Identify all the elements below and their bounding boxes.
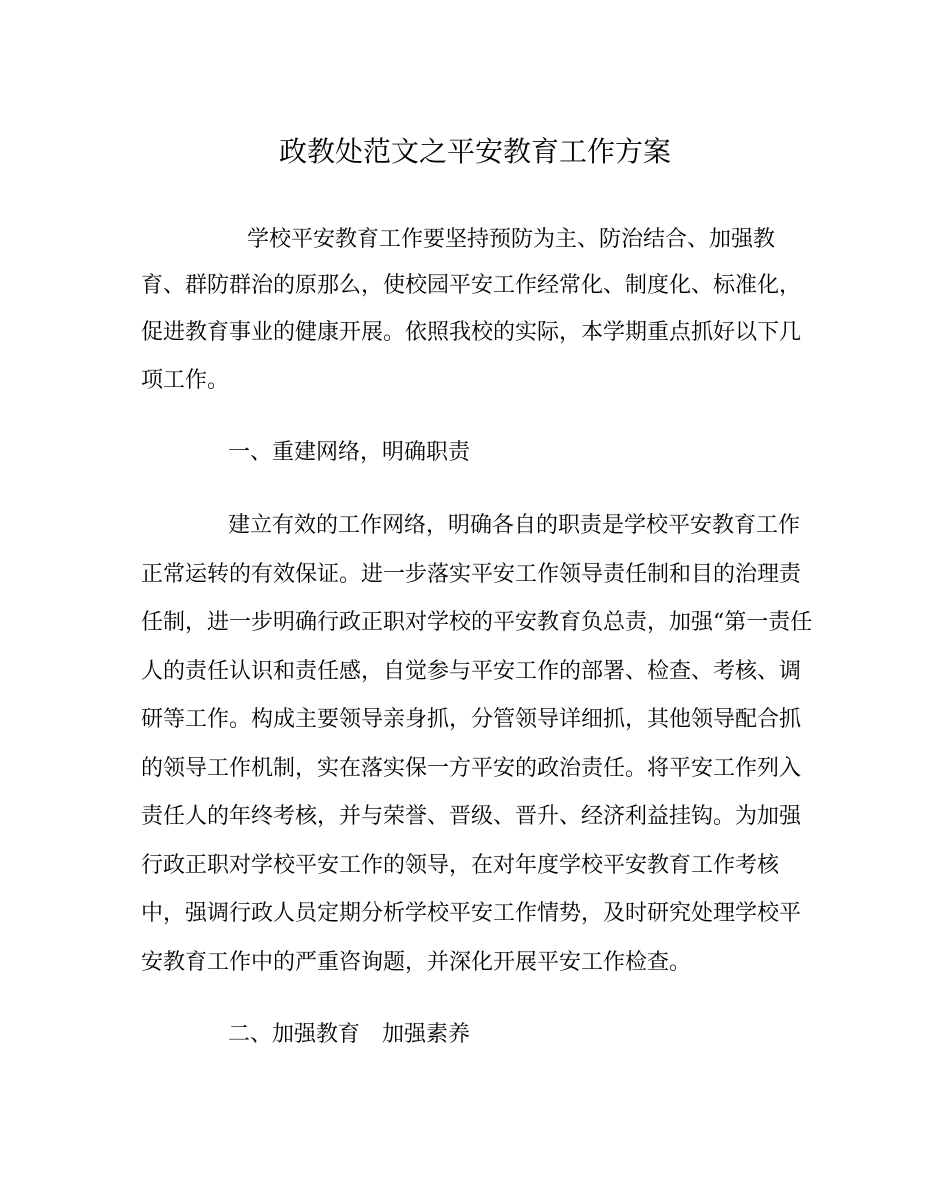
intro-line: 促进教育事业的健康开展。依照我校的实际，本学期重点抓好以下几 [141,320,802,345]
intro-line: 项工作。 [141,368,230,393]
section1-line: 中，强调行政人员定期分析学校平安工作情势，及时研究处理学校平 [141,901,802,926]
section1-line: 人的责任认识和责任感，自觉参与平安工作的部署、检查、考核、调 [141,659,802,684]
section1-line: 行政正职对学校平安工作的领导，在对年度学校平安教育工作考核 [141,853,780,878]
section1-line: 研等工作。构成主要领导亲身抓，分管领导详细抓，其他领导配合抓 [141,707,802,732]
section-heading-1: 一、重建网络，明确职责 [228,440,471,465]
document-title: 政教处范文之平安教育工作方案 [278,135,671,168]
section-heading-2: 二、加强教育 加强素养 [228,1022,471,1047]
section1-line: 的领导工作机制，实在落实保一方平安的政治责任。将平安工作列入 [141,756,802,781]
section1-line: 责任人的年终考核，并与荣誉、晋级、晋升、经济利益挂钩。为加强 [141,804,802,829]
section1-line: 建立有效的工作网络，明确各自的职责是学校平安教育工作 [228,513,801,538]
section1-line: 安教育工作中的严重咨询题，并深化开展平安工作检查。 [141,950,692,975]
section1-line: 任制，进一步明确行政正职对学校的平安教育负总责，加强“第一责任 [141,610,813,635]
section1-line: 正常运转的有效保证。进一步落实平安工作领导责任制和目的治理责 [141,562,802,587]
intro-line: 学校平安教育工作要坚持预防为主、防治结合、加强教 [247,227,776,252]
intro-line: 育、群防群治的原那么，使校园平安工作经常化、制度化、标准化， [141,273,802,298]
